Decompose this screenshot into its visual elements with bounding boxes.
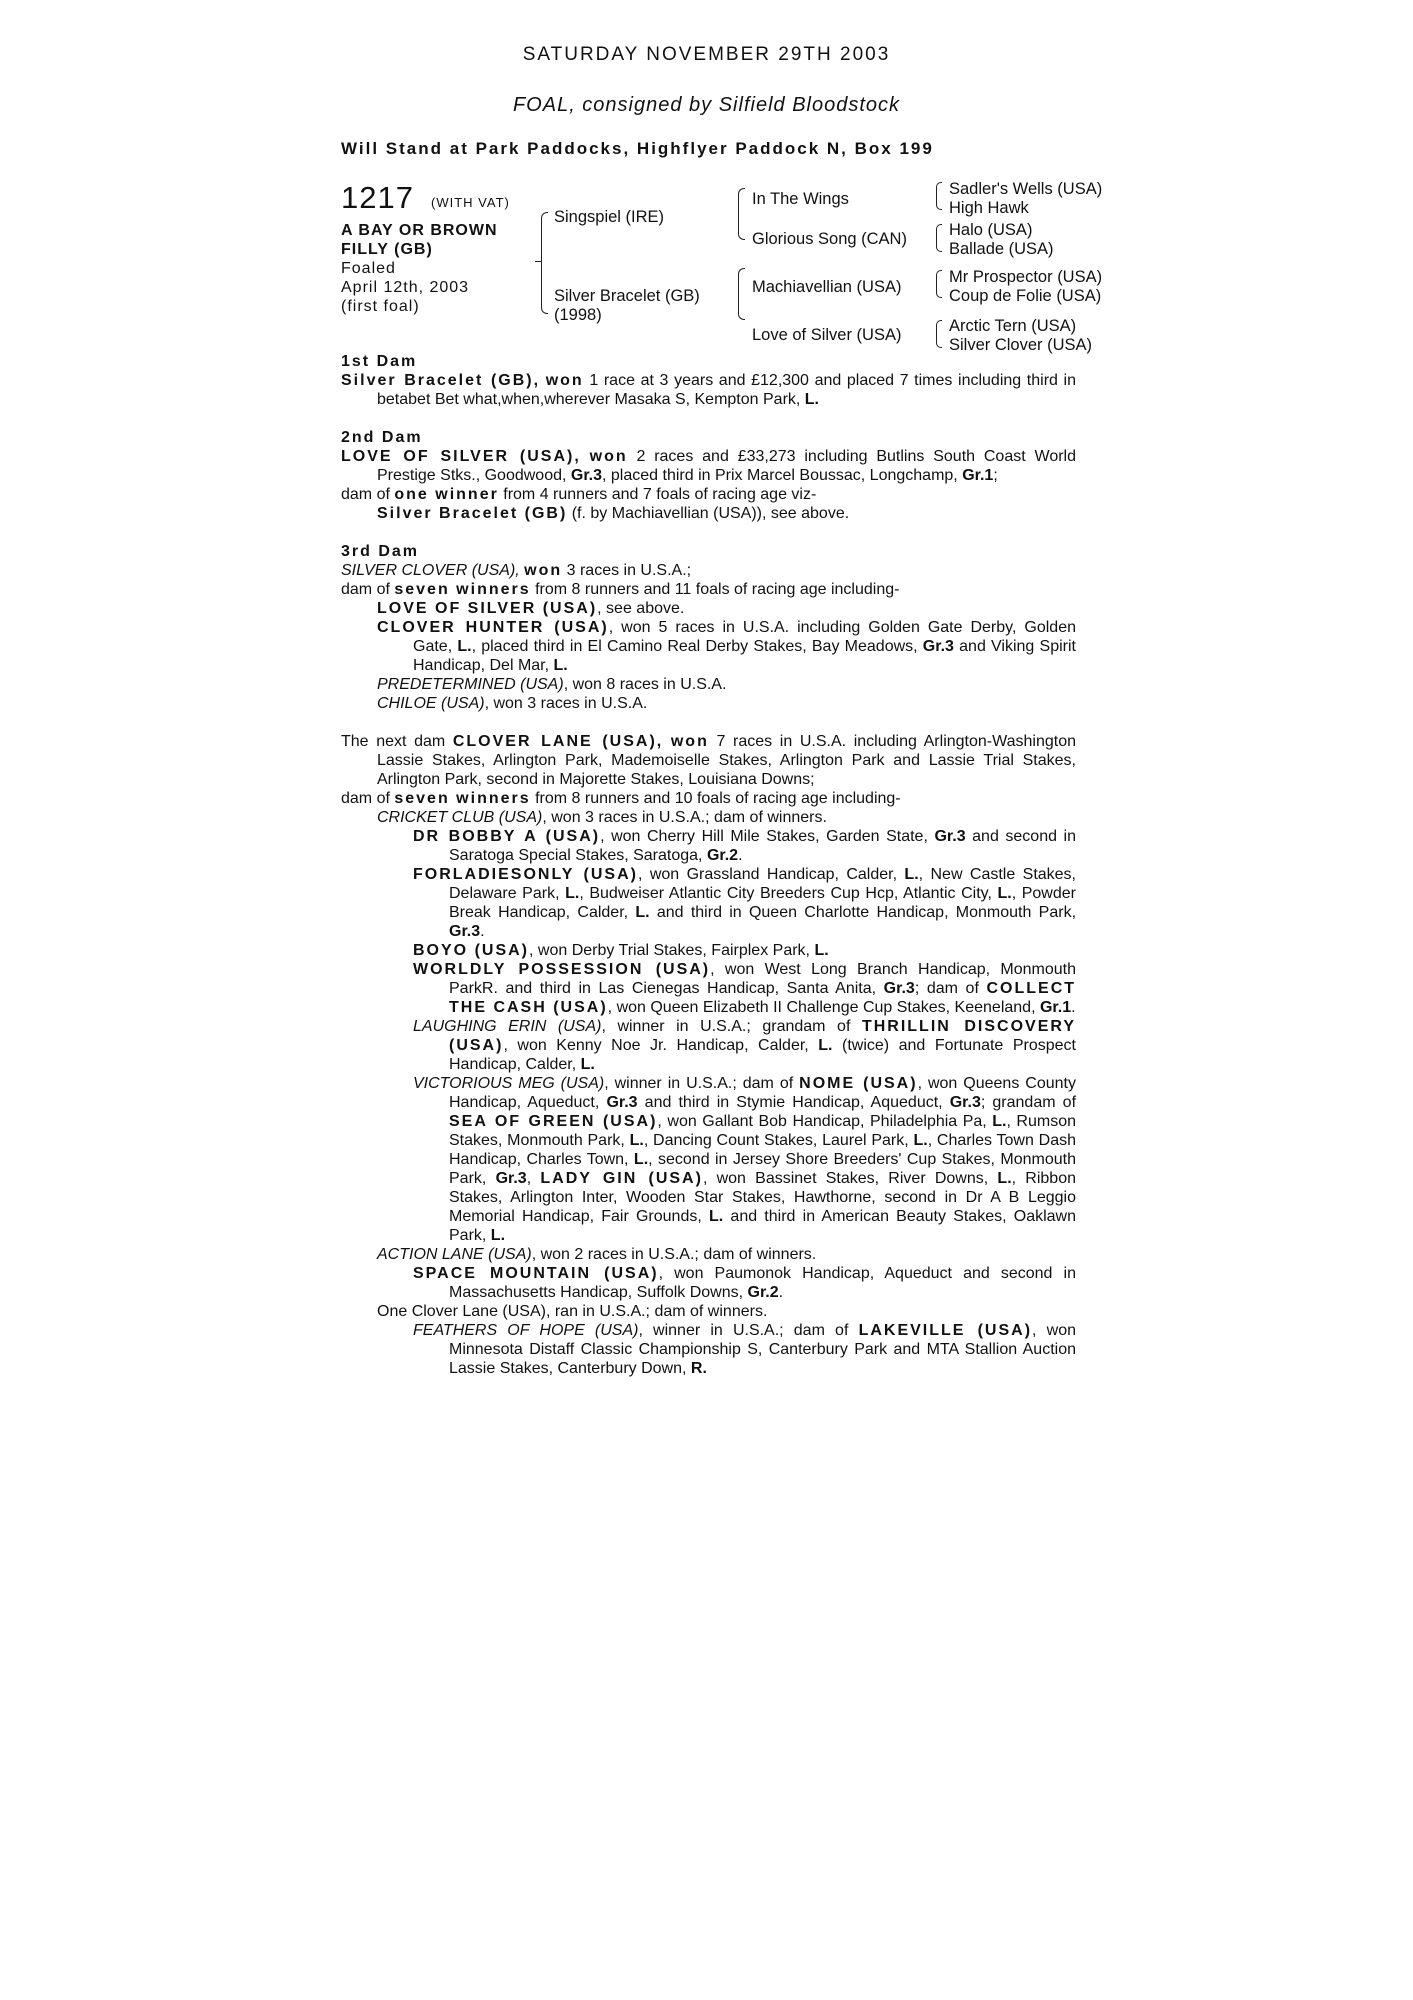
listed-marker: L. — [992, 1113, 1007, 1130]
third-dam-heading: 3rd Dam — [341, 543, 420, 560]
produce-note: and third in Stymie Handicap, Aqueduct, — [637, 1094, 950, 1111]
second-dam-record-cont: , placed third in Prix Marcel Boussac, Longchamp, — [602, 467, 963, 484]
stabling-location: Will Stand at Park Paddocks, Highflyer Paddock N, Box 199 — [341, 139, 934, 158]
produce-note: , won West Long Branch Handicap, Monmouth ParkR. and third in Las Cienegas Handicap, Santa Anita, — [449, 961, 1076, 997]
listed-marker: L. — [709, 1208, 724, 1225]
dam-of-label: dam of — [341, 486, 395, 503]
listed-marker: L. — [635, 904, 650, 921]
runners-summary: from 8 runners and 10 foals of racing age including- — [530, 790, 901, 807]
produce-name: BOYO (USA) — [413, 942, 529, 959]
listed-marker: L. — [490, 1227, 506, 1244]
produce-name: FEATHERS OF HOPE (USA) — [413, 1322, 639, 1339]
listed-marker: L. — [904, 866, 919, 883]
produce-cricket-club — [341, 808, 1076, 827]
second-dam-entry — [341, 447, 1076, 485]
next-dam-name: CLOVER LANE (USA), — [452, 733, 664, 750]
produce-name: COLLECT THE CASH (USA) — [449, 980, 1077, 1016]
first-dam-entry — [341, 371, 1076, 409]
group-marker: Gr.3 — [606, 1094, 638, 1111]
third-dam-entry — [341, 561, 1076, 580]
pedigree-dam: Silver Bracelet (GB) — [554, 287, 700, 305]
produce-name: VICTORIOUS MEG (USA) — [413, 1075, 605, 1092]
consignment-line: FOAL, consigned by Silfield Bloodstock — [512, 94, 901, 116]
lot-description-line2: FILLY (GB) — [341, 241, 433, 258]
pedigree-brace-sire — [738, 188, 745, 240]
produce-note: , won Paumonok Handicap, Aqueduct and second in Massachusetts Handicap, Suffolk Downs, — [449, 1265, 1076, 1301]
second-dam-heading: 2nd Dam — [341, 429, 423, 446]
produce-note: , second in Jersey Shore Breeders' Cup Stakes, Monmouth Park, — [449, 1151, 1077, 1187]
produce-note: , winner in U.S.A.; grandam of — [601, 1018, 862, 1035]
group-marker: Gr.3 — [883, 980, 915, 997]
produce-note: , Charles Town Dash Handicap, Charles Town, — [449, 1132, 1076, 1168]
produce-name: SPACE MOUNTAIN (USA) — [413, 1265, 659, 1282]
produce-name: SEA OF GREEN (USA) — [449, 1113, 658, 1130]
produce-note: , see above. — [597, 600, 685, 617]
produce-name: LAUGHING ERIN (USA) — [413, 1018, 602, 1035]
pedigree-sire-dam: Glorious Song (CAN) — [752, 230, 907, 248]
produce-name: CHILOE (USA) — [377, 695, 485, 712]
produce-note: ; grandam of — [980, 1094, 1077, 1111]
pedigree-brace-ds — [936, 270, 942, 298]
produce-forladiesonly — [341, 865, 1076, 941]
produce-name: LOVE OF SILVER (USA) — [377, 600, 598, 617]
listed-marker: L. — [997, 885, 1012, 902]
produce-note: , won Derby Trial Stakes, Fairplex Park, — [529, 942, 815, 959]
produce-name: PREDETERMINED (USA) — [377, 676, 564, 693]
produce-note: ; dam of — [914, 980, 987, 997]
produce-name: CRICKET CLUB (USA) — [377, 809, 543, 826]
first-dam-name: Silver Bracelet (GB), — [341, 372, 541, 389]
group-marker: Gr.3 — [934, 828, 966, 845]
produce-note: , New Castle Stakes, Delaware Park, — [449, 866, 1076, 902]
vat-note: (WITH VAT) — [431, 195, 510, 210]
produce-note: (f. by Machiavellian (USA)), see above. — [567, 505, 850, 522]
produce-note: , won 3 races in U.S.A.; dam of winners. — [542, 809, 827, 826]
pedigree-brace-sd — [936, 224, 942, 252]
second-dam-won: won — [589, 448, 628, 465]
produce-note: , won Minnesota Distaff Classic Championship S, Canterbury Park and MTA Stallion Auction Lassie Stakes, Canterbury Down, — [449, 1322, 1076, 1377]
next-dam-intro: The next dam — [341, 733, 453, 750]
group-marker: Gr.1 — [962, 467, 994, 484]
pedigree-brace-main — [541, 212, 548, 314]
pedigree-brace-dd — [936, 320, 942, 348]
produce-note: , won Kenny Noe Jr. Handicap, Calder, — [503, 1037, 819, 1054]
first-dam-record: 1 race at 3 years and £12,300 and placed 7 times including third in betabet Bet what,when,wherever Masaka S, Kempton Park, — [377, 372, 1076, 408]
winner-count: one winner — [394, 486, 499, 503]
punctuation: . — [480, 923, 485, 940]
second-dam-record: 2 races and £33,273 including Butlins South Coast World Prestige Stks., Goodwood, — [377, 448, 1076, 484]
pedigree-brace-dam — [738, 268, 745, 320]
listed-marker: L. — [565, 885, 580, 902]
dam-of-label: dam of — [341, 581, 395, 598]
produce-note: , won 3 races in U.S.A. — [484, 695, 648, 712]
listed-marker: L. — [818, 1037, 833, 1054]
pedigree-dsd: Coup de Folie (USA) — [949, 287, 1102, 305]
dam-of-label: dam of — [341, 790, 395, 807]
restricted-marker: R. — [690, 1360, 707, 1377]
group-marker: Gr.3 — [495, 1170, 527, 1187]
produce-name: FORLADIESONLY (USA) — [413, 866, 638, 883]
group-marker: Gr.2 — [706, 847, 739, 864]
produce-name: DR BOBBY A (USA) — [413, 828, 601, 845]
listed-marker: L. — [457, 638, 472, 655]
lot-number: 1217 — [341, 180, 414, 215]
produce-name: NOME (USA) — [799, 1075, 918, 1092]
pedigree-sds: Halo (USA) — [949, 221, 1033, 239]
listed-marker: L. — [997, 1170, 1012, 1187]
produce-chiloe — [341, 694, 1076, 713]
produce-note: , placed third in El Camino Real Derby Stakes, Bay Meadows, — [471, 638, 923, 655]
third-dam-record: 3 races in U.S.A.; — [562, 562, 692, 579]
pedigree-dds: Arctic Tern (USA) — [949, 317, 1077, 335]
produce-predetermined — [341, 675, 1076, 694]
produce-note: , won Grassland Handicap, Calder, — [637, 866, 905, 883]
pedigree-brace-ss — [936, 182, 942, 210]
produce-note: , won Cherry Hill Mile Stakes, Garden State, — [600, 828, 935, 845]
winner-count: seven winners — [394, 790, 531, 807]
listed-marker: L. — [629, 1132, 644, 1149]
group-marker: Gr.1 — [1039, 999, 1072, 1016]
third-dam-produce-summary — [341, 580, 1076, 599]
group-marker: Gr.3 — [449, 923, 481, 940]
produce-love-of-silver — [341, 599, 1076, 618]
listed-marker: L. — [580, 1056, 595, 1073]
winner-count: seven winners — [394, 581, 531, 598]
runners-summary: from 4 runners and 7 foals of racing age viz- — [498, 486, 817, 503]
produce-note: , winner in U.S.A.; dam of — [604, 1075, 800, 1092]
pedigree-sire: Singspiel (IRE) — [554, 208, 665, 226]
produce-worldly-possession — [341, 960, 1076, 1017]
pedigree-dam-year: (1998) — [554, 306, 602, 324]
sale-date: SATURDAY NOVEMBER 29TH 2003 — [522, 44, 891, 65]
produce-note: , won Queens County Handicap, Aqueduct, — [449, 1075, 1076, 1111]
punctuation: . — [778, 1284, 784, 1301]
foaled-date: April 12th, 2003 — [341, 279, 470, 296]
produce-name: Silver Bracelet (GB) — [377, 505, 568, 522]
pedigree-notes — [341, 352, 1076, 1378]
produce-name: THRILLIN DISCOVERY (USA) — [449, 1018, 1077, 1054]
produce-name: LADY GIN (USA) — [540, 1170, 703, 1187]
produce-note: , won 2 races in U.S.A.; dam of winners. — [531, 1246, 817, 1263]
pedigree-brace-main-point — [535, 261, 541, 262]
produce-note: , Ribbon Stakes, Arlington Inter, Wooden Star Stakes, Hawthorne, second in Dr A B Leggio Memorial Handicap, Fair Grounds, — [449, 1170, 1076, 1225]
produce-action-lane — [341, 1245, 1076, 1264]
produce-name: WORLDLY POSSESSION (USA) — [413, 961, 711, 978]
lot-description-line1: A BAY OR BROWN — [341, 222, 498, 239]
produce-dr-bobby-a — [341, 827, 1076, 865]
produce-space-mountain — [341, 1264, 1076, 1302]
next-dam-won: won — [670, 733, 709, 750]
punctuation: . — [738, 847, 743, 864]
listed-marker: L. — [553, 657, 568, 674]
produce-note: , Rumson Stakes, Monmouth Park, — [449, 1113, 1077, 1149]
produce-note: and Viking Spirit Handicap, Del Mar, — [413, 638, 1076, 674]
group-marker: Gr.3 — [922, 638, 954, 655]
next-dam-produce-summary — [341, 789, 1076, 808]
pedigree-dam-dam: Love of Silver (USA) — [752, 326, 902, 344]
runners-summary: from 8 runners and 11 foals of racing age including- — [530, 581, 900, 598]
produce-note: , Powder Break Handicap, Calder, — [449, 885, 1076, 921]
produce-note: and second in Saratoga Special Stakes, Saratoga, — [449, 828, 1077, 864]
punctuation: , — [526, 1170, 541, 1187]
second-dam-produce — [341, 504, 1076, 523]
pedigree-dss: Mr Prospector (USA) — [949, 268, 1103, 286]
second-dam-name: LOVE OF SILVER (USA), — [341, 448, 581, 465]
group-marker: Gr.3 — [570, 467, 603, 484]
first-foal-note: (first foal) — [341, 298, 420, 315]
next-dam-entry — [341, 732, 1076, 789]
listed-marker: L. — [913, 1132, 928, 1149]
pedigree-sss: Sadler's Wells (USA) — [949, 180, 1103, 198]
listed-marker: L. — [804, 391, 819, 408]
produce-name: CLOVER HUNTER (USA) — [377, 619, 609, 636]
produce-laughing-erin — [341, 1017, 1076, 1074]
next-dam-record: 7 races in U.S.A. including Arlington-Washington Lassie Stakes, Arlington Park, Mademoiselle Stakes, Arlington Park and Lassie Trial Stakes, Arlington Park, second in Majorette Stakes, Louisiana Downs; — [377, 733, 1077, 788]
pedigree-ddd: Silver Clover (USA) — [949, 336, 1093, 354]
produce-note: , won Queen Elizabeth II Challenge Cup Stakes, Keeneland, — [607, 999, 1040, 1016]
produce-note: , Dancing Count Stakes, Laurel Park, — [643, 1132, 914, 1149]
produce-note: and third in Queen Charlotte Handicap, Monmouth Park, — [649, 904, 1077, 921]
listed-marker: L. — [814, 942, 829, 959]
punctuation: . — [1071, 999, 1076, 1016]
produce-note: , won Gallant Bob Handicap, Philadelphia Pa, — [657, 1113, 993, 1130]
third-dam-won: won — [524, 562, 563, 579]
third-dam-name: SILVER CLOVER (USA), — [341, 562, 520, 579]
pedigree-sire-sire: In The Wings — [752, 190, 849, 208]
produce-name: ACTION LANE (USA) — [377, 1246, 532, 1263]
produce-boyo — [341, 941, 1076, 960]
produce-victorious-meg — [341, 1074, 1076, 1245]
produce-name: LAKEVILLE (USA) — [858, 1322, 1033, 1339]
group-marker: Gr.3 — [949, 1094, 981, 1111]
produce-note: (twice) and Fortunate Prospect Handicap, Calder, — [449, 1037, 1076, 1073]
pedigree-dam-sire: Machiavellian (USA) — [752, 278, 902, 296]
listed-marker: L. — [633, 1151, 649, 1168]
produce-note: , won Bassinet Stakes, River Downs, — [702, 1170, 998, 1187]
foaled-label: Foaled — [341, 260, 396, 277]
group-marker: Gr.2 — [747, 1284, 779, 1301]
first-dam-won: won — [545, 372, 584, 389]
second-dam-produce-summary — [341, 485, 1076, 504]
pedigree-ssd: High Hawk — [949, 199, 1029, 217]
produce-note: , won 8 races in U.S.A. — [563, 676, 727, 693]
produce-clover-hunter — [341, 618, 1076, 675]
first-dam-heading: 1st Dam — [341, 353, 418, 370]
produce-note: , Budweiser Atlantic City Breeders Cup Hcp, Atlantic City, — [579, 885, 998, 902]
punctuation: ; — [993, 467, 998, 484]
produce-feathers-of-hope — [341, 1321, 1076, 1378]
produce-note: , winner in U.S.A.; dam of — [638, 1322, 859, 1339]
pedigree-sdd: Ballade (USA) — [949, 240, 1054, 258]
produce-note: and third in American Beauty Stakes, Oaklawn Park, — [449, 1208, 1076, 1244]
produce-one-clover-lane: One Clover Lane (USA), ran in U.S.A.; dam of winners. — [377, 1303, 768, 1320]
produce-note: , won 5 races in U.S.A. including Golden Gate Derby, Golden Gate, — [413, 619, 1076, 655]
